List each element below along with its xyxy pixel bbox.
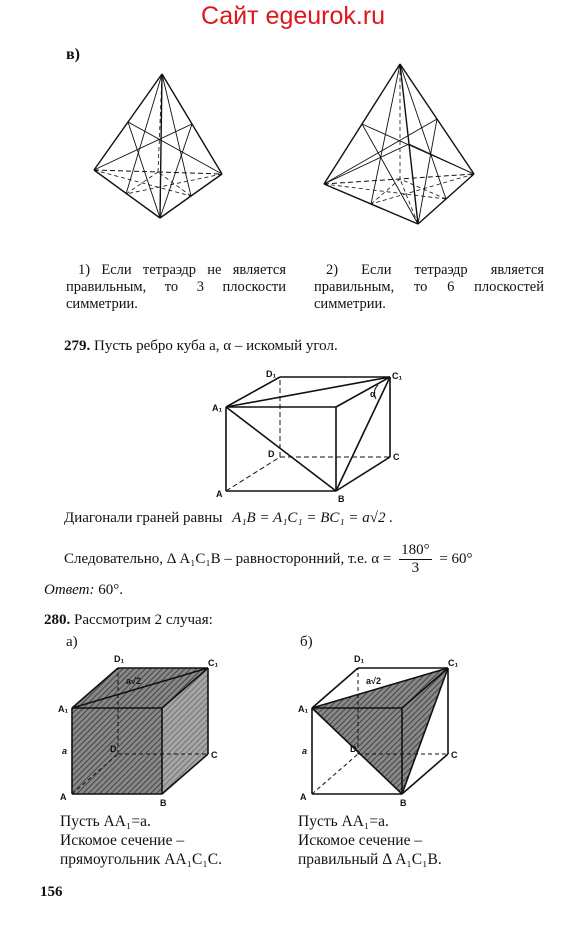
cube-280a-diag-label: a√2 xyxy=(126,676,141,686)
cube-280a-vertex-b: B xyxy=(160,798,167,808)
cube-279-vertex-a: A xyxy=(216,489,223,499)
case-b-caption xyxy=(298,812,442,869)
tetrahedron-case-2-text: 2) Если тетраэдр является правильным, то 6 плоскостей симметрии. xyxy=(314,262,544,312)
answer-label: Ответ: xyxy=(44,582,95,598)
cube-279-vertex-c: C xyxy=(393,452,400,462)
cube-280a-vertex-c: C xyxy=(211,750,218,760)
cube-280a-vertex-a1: A₁ xyxy=(58,704,69,714)
conclusion-line xyxy=(64,542,473,577)
cube-280a-vertex-d1: D₁ xyxy=(114,654,125,664)
cube-280b-vertex-a1: A₁ xyxy=(298,704,309,714)
fraction-result: = 60° xyxy=(439,550,473,567)
case-a-line-2: Искомое сечение – xyxy=(60,832,185,849)
case-a-line-3: прямоугольник AA₁C₁C. xyxy=(60,851,222,868)
diagonals-text: Диагонали граней равны xyxy=(64,510,223,526)
tetrahedron-figure-1 xyxy=(90,70,240,230)
cube-279-angle-alpha: α xyxy=(370,389,376,399)
cube-280a-edge-a: a xyxy=(62,746,68,756)
cube-280b-vertex-d: D xyxy=(350,744,357,754)
cube-279-vertex-c1: C₁ xyxy=(392,371,403,381)
problem-279-statement: Пусть ребро куба a, α – искомый угол. xyxy=(94,338,338,354)
fraction-denominator: 3 xyxy=(411,560,420,576)
case-a-label: а) xyxy=(66,634,78,650)
cube-279-vertex-a1: A₁ xyxy=(212,403,223,413)
case-b-line-3: правильный Δ A₁C₁B. xyxy=(298,851,442,868)
cube-279-vertex-b: B xyxy=(338,494,345,504)
cube-280b-diag-label: a√2 xyxy=(366,676,381,686)
cube-280b-vertex-d1: D₁ xyxy=(354,654,365,664)
case-b-line-1: Пусть AA₁=a. xyxy=(298,813,389,830)
case-b-line-2: Искомое сечение – xyxy=(298,832,423,849)
case-a-line-1: Пусть AA₁=a. xyxy=(60,813,151,830)
angle-fraction xyxy=(399,542,432,577)
cube-280b-vertex-a: A xyxy=(300,792,307,802)
cube-280a-vertex-c1: C₁ xyxy=(208,658,219,668)
cube-279-figure xyxy=(210,365,410,505)
cube-280a-vertex-d: D xyxy=(110,744,117,754)
problem-280-heading xyxy=(44,612,213,629)
fraction-numerator: 180° xyxy=(401,542,430,558)
problem-279-heading xyxy=(64,338,338,355)
diagonals-line xyxy=(64,510,393,527)
problem-280-statement: Рассмотрим 2 случая: xyxy=(74,612,213,628)
diagonals-formula: A₁B = A₁C₁ = BC₁ = a√2 . xyxy=(232,510,394,526)
cube-279-vertex-d1: D₁ xyxy=(266,369,277,379)
cube-280a-figure xyxy=(56,650,226,810)
cube-280b-vertex-b: B xyxy=(400,798,407,808)
cube-280b-figure xyxy=(296,650,466,810)
answer-value: 60°. xyxy=(98,582,123,598)
answer-line xyxy=(44,582,123,599)
cube-279-vertex-d: D xyxy=(268,449,275,459)
page-number: 156 xyxy=(40,884,63,900)
cube-280a-vertex-a: A xyxy=(60,792,67,802)
conclusion-text: Следовательно, Δ A₁C₁B – равносторонний, т.е. α = xyxy=(64,550,392,567)
tetrahedron-case-1-text: 1) Если тетраэдр не является правильным, то 3 плоскости симметрии. xyxy=(66,262,286,312)
tetrahedron-figure-2 xyxy=(320,60,490,235)
cube-280b-edge-a: a xyxy=(302,746,308,756)
problem-280-number: 280. xyxy=(44,612,71,628)
cube-280b-vertex-c1: C₁ xyxy=(448,658,459,668)
site-title: Сайт egeurok.ru xyxy=(200,2,386,30)
problem-279-number: 279. xyxy=(64,338,91,354)
case-a-caption xyxy=(60,812,222,869)
case-b-label: б) xyxy=(300,634,313,650)
cube-280b-vertex-c: C xyxy=(451,750,458,760)
part-v-label: в) xyxy=(66,46,80,63)
